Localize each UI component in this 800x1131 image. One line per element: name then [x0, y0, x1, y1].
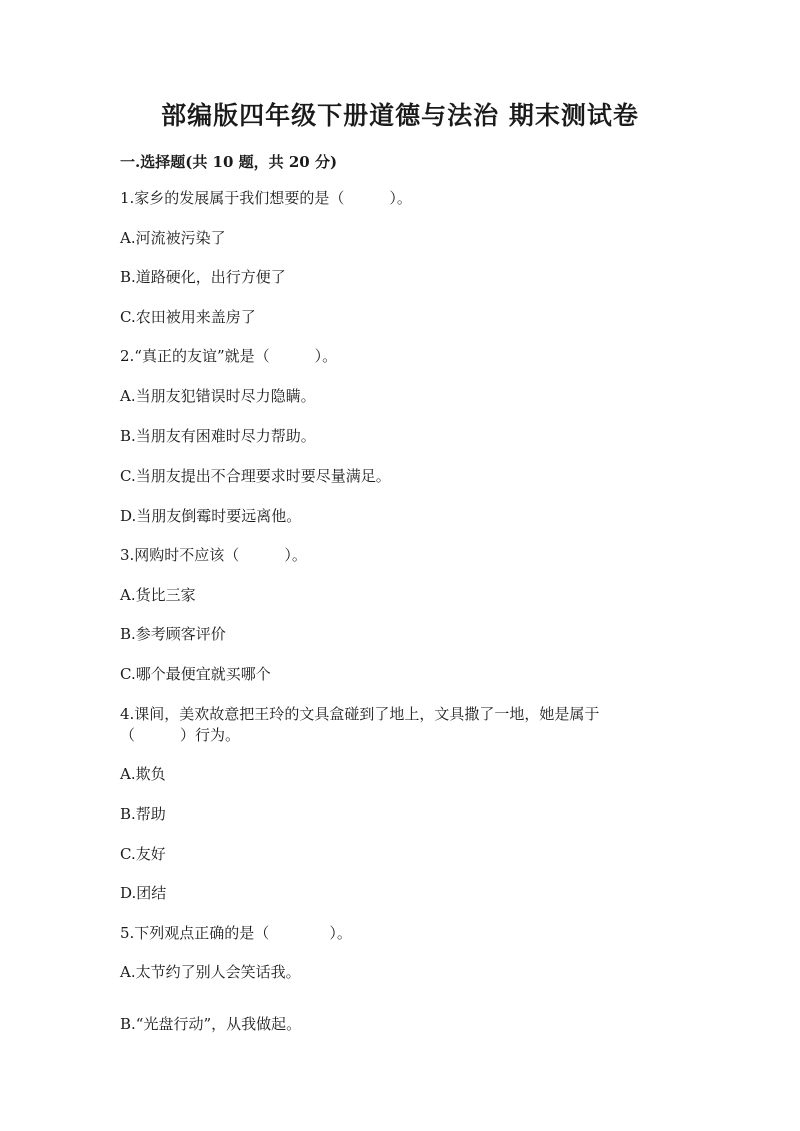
- question-2-option-b: B.当朋友有困难时尽力帮助。: [120, 427, 316, 445]
- page-title: 部编版四年级下册道德与法治 期末测试卷: [161, 101, 639, 130]
- question-3-stem: 3.网购时不应该（ ）。: [120, 546, 307, 564]
- question-2-option-a: A.当朋友犯错误时尽力隐瞒。: [120, 387, 316, 405]
- question-2-stem: 2.“真正的友谊”就是（ ）。: [120, 347, 338, 365]
- question-4-option-b: B.帮助: [120, 805, 166, 823]
- question-4-option-c: C.友好: [120, 845, 166, 863]
- section-heading: 一.选择题(共 10 题，共 20 分): [120, 153, 338, 171]
- question-4-option-d: D.团结: [120, 884, 167, 902]
- question-4-stem: 4.课间，美欢故意把王玲的文具盒碰到了地上，文具撒了一地，她是属于: [120, 705, 600, 723]
- question-1-stem: 1.家乡的发展属于我们想要的是（ ）。: [120, 189, 412, 207]
- question-1-option-c: C.农田被用来盖房了: [120, 308, 256, 326]
- question-5-option-b: B.“光盘行动”，从我做起。: [120, 1015, 302, 1033]
- question-1-option-a: A.河流被污染了: [120, 229, 226, 247]
- question-4-option-a: A.欺负: [120, 765, 166, 783]
- question-3-option-a: A.货比三家: [120, 586, 196, 604]
- question-2-option-c: C.当朋友提出不合理要求时要尽量满足。: [120, 467, 391, 485]
- question-3-option-b: B.参考顾客评价: [120, 625, 226, 643]
- question-2-option-d: D.当朋友倒霉时要远离他。: [120, 507, 302, 525]
- question-4-stem-continued: （ ）行为。: [120, 726, 241, 744]
- question-3-option-c: C.哪个最便宜就买哪个: [120, 665, 271, 683]
- question-5-option-a: A.太节约了别人会笑话我。: [120, 963, 301, 981]
- question-1-option-b: B.道路硬化，出行方便了: [120, 268, 286, 286]
- question-5-stem: 5.下列观点正确的是（ ）。: [120, 924, 352, 942]
